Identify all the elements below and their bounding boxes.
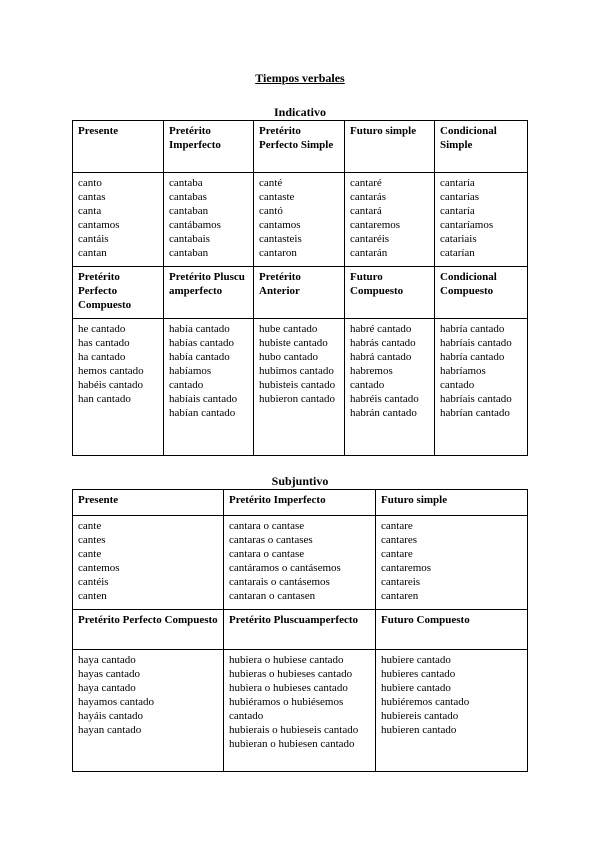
header-cell: Pretérito Perfecto Simple	[254, 121, 345, 173]
conjugation-form: cantaré	[350, 177, 382, 189]
conjugation-form: hubiera o hubieses cantado	[229, 682, 348, 694]
conjugation-form: cantarán	[350, 247, 388, 259]
header-cell: Presente	[73, 490, 224, 516]
conjugation-form: habíais cantado	[169, 393, 238, 405]
conjugation-form: haya cantado	[78, 654, 136, 666]
value-cell	[376, 516, 528, 610]
conjugation-form: cantáramos o cantásemos	[229, 562, 341, 574]
conjugation-form: había cantado	[169, 351, 230, 363]
conjugation-form: cantaba	[169, 177, 203, 189]
conjugation-form: habían cantado	[169, 407, 236, 419]
indicativo-values-row-2	[73, 319, 528, 456]
section-title-indicativo: Indicativo	[273, 105, 326, 119]
conjugation-form: cantaran o cantasen	[229, 590, 316, 602]
header-cell: Pretérito Pluscuamperfecto	[164, 267, 254, 319]
header-cell: Pretérito Imperfecto	[164, 121, 254, 173]
conjugation-form: catarían	[440, 247, 475, 259]
value-cell	[345, 319, 435, 456]
indicativo-values-row-1	[73, 173, 528, 267]
conjugation-form: cantarás	[350, 191, 387, 203]
conjugation-form: hubiera o hubiese cantado	[229, 654, 344, 666]
conjugation-form: cantábamos	[169, 219, 221, 231]
header-cell: Pretérito Imperfecto	[224, 490, 376, 516]
conjugation-form: hubiere cantado	[381, 682, 451, 694]
conjugation-form: haya cantado	[78, 682, 136, 694]
conjugation-form: hubieron cantado	[259, 393, 336, 405]
conjugation-form: hubieran o hubiesen cantado	[229, 738, 355, 750]
conjugation-form: cantas	[78, 191, 106, 203]
value-cell	[73, 650, 224, 772]
conjugation-form: hubiere cantado	[381, 654, 451, 666]
conjugation-form: cante	[78, 548, 102, 560]
value-cell	[73, 319, 164, 456]
conjugation-form: hubo cantado	[259, 351, 318, 363]
subjuntivo-values-row-1	[73, 516, 528, 610]
conjugation-form: canten	[78, 590, 107, 602]
value-cell	[73, 173, 164, 267]
conjugation-form: habré cantado	[350, 323, 412, 335]
conjugation-form: he cantado	[78, 323, 126, 335]
conjugation-form: hubiste cantado	[259, 337, 328, 349]
conjugation-form: cantan	[78, 247, 107, 259]
conjugation-form: cantó	[259, 205, 283, 217]
conjugation-form: cantaréis	[350, 233, 390, 245]
value-cell	[376, 650, 528, 772]
value-cell	[435, 319, 528, 456]
conjugation-form: hubieren cantado	[381, 724, 457, 736]
value-cell	[435, 173, 528, 267]
conjugation-form: cantasteis	[259, 233, 302, 245]
conjugation-form: cantamos	[78, 219, 120, 231]
conjugation-form: ha cantado	[78, 351, 126, 363]
conjugation-form: hayan cantado	[78, 724, 142, 736]
subjuntivo-values-row-2	[73, 650, 528, 772]
conjugation-form: cantares	[381, 534, 418, 546]
conjugation-form: cantara o cantase	[229, 520, 305, 532]
conjugation-form: habréis cantado	[350, 393, 419, 405]
conjugation-form: cantáis	[78, 233, 109, 245]
conjugation-form: habrás cantado	[350, 337, 416, 349]
conjugation-form: había cantado	[169, 323, 230, 335]
conjugation-form: hubiereis cantado	[381, 710, 459, 722]
conjugation-form: hemos cantado	[78, 365, 144, 377]
value-cell	[224, 650, 376, 772]
subjuntivo-table	[72, 489, 528, 772]
value-cell	[164, 173, 254, 267]
conjugation-form: cantará	[350, 205, 382, 217]
conjugation-form: cantarías	[440, 191, 480, 203]
conjugation-form: habríais cantado	[440, 337, 512, 349]
conjugation-form: cantaras o cantases	[229, 534, 313, 546]
subjuntivo-header-row-1	[73, 490, 528, 516]
indicativo-header-row-2	[73, 267, 528, 319]
value-cell	[254, 173, 345, 267]
conjugation-form: habías cantado	[169, 337, 235, 349]
conjugation-form: hubimos cantado	[259, 365, 334, 377]
conjugation-form: hubierais o hubieseis cantado	[229, 724, 359, 736]
conjugation-form: habíamos cantado	[169, 365, 212, 391]
page-title: Tiempos verbales	[255, 71, 345, 85]
conjugation-form: habríamos cantado	[440, 365, 486, 391]
conjugation-form: habéis cantado	[78, 379, 144, 391]
subjuntivo-header-row-2	[73, 610, 528, 650]
conjugation-form: habría cantado	[440, 323, 505, 335]
conjugation-form: catariais	[440, 233, 477, 245]
conjugation-form: hubieres cantado	[381, 668, 456, 680]
conjugation-form: canta	[78, 205, 102, 217]
conjugation-form: cantaremos	[350, 219, 401, 231]
conjugation-form: cantaban	[169, 247, 209, 259]
value-cell	[73, 516, 224, 610]
conjugation-form: habrán cantado	[350, 407, 417, 419]
conjugation-form: habremos cantado	[350, 365, 393, 391]
header-cell: Futuro Compuesto	[345, 267, 435, 319]
conjugation-form: cantabais	[169, 233, 210, 245]
header-cell: Pretérito Perfecto Compuesto	[73, 610, 224, 650]
conjugation-form: cantes	[78, 534, 106, 546]
conjugation-form: cantare	[381, 548, 413, 560]
conjugation-form: hayamos cantado	[78, 696, 155, 708]
value-cell	[164, 319, 254, 456]
conjugation-form: cantemos	[78, 562, 120, 574]
header-cell: Pretérito Perfecto Compuesto	[73, 267, 164, 319]
indicativo-table	[72, 120, 528, 456]
conjugation-form: cantabas	[169, 191, 207, 203]
conjugation-form: cantaron	[259, 247, 297, 259]
conjugation-form: cantamos	[259, 219, 301, 231]
header-cell: Pretérito Pluscuamperfecto	[224, 610, 376, 650]
conjugation-form: habrían cantado	[440, 407, 510, 419]
conjugation-form: cantaremos	[381, 562, 432, 574]
conjugation-form: hubisteis cantado	[259, 379, 336, 391]
conjugation-form: habrá cantado	[350, 351, 412, 363]
header-cell: Futuro simple	[345, 121, 435, 173]
conjugation-form: canté	[259, 177, 283, 189]
header-cell: Futuro simple	[376, 490, 528, 516]
conjugation-form: cantarais o cantásemos	[229, 576, 330, 588]
conjugation-form: cantaban	[169, 205, 209, 217]
conjugation-form: cantara o cantase	[229, 548, 305, 560]
conjugation-form: cantaría	[440, 205, 475, 217]
conjugation-form: cantareis	[381, 576, 421, 588]
header-cell: Condicional Simple	[435, 121, 528, 173]
conjugation-form: has cantado	[78, 337, 130, 349]
conjugation-form: cantaren	[381, 590, 419, 602]
header-cell: Condicional Compuesto	[435, 267, 528, 319]
conjugation-form: canto	[78, 177, 102, 189]
section-title-subjuntivo: Subjuntivo	[271, 474, 329, 488]
conjugation-form: hayas cantado	[78, 668, 140, 680]
conjugation-form: cantaríamos	[440, 219, 494, 231]
value-cell	[224, 516, 376, 610]
value-cell	[254, 319, 345, 456]
value-cell	[345, 173, 435, 267]
conjugation-form: hube cantado	[259, 323, 318, 335]
conjugation-form: hubieras o hubieses cantado	[229, 668, 353, 680]
conjugation-form: cantaste	[259, 191, 295, 203]
conjugation-form: habría cantado	[440, 351, 505, 363]
header-cell: Presente	[73, 121, 164, 173]
header-cell: Pretérito Anterior	[254, 267, 345, 319]
conjugation-form: cantare	[381, 520, 413, 532]
indicativo-header-row-1	[73, 121, 528, 173]
conjugation-form: cante	[78, 520, 102, 532]
conjugation-form: habríais cantado	[440, 393, 512, 405]
conjugation-form: hayáis cantado	[78, 710, 144, 722]
conjugation-form: han cantado	[78, 393, 131, 405]
conjugation-form: hubiéremos cantado	[381, 696, 470, 708]
conjugation-form: cantéis	[78, 576, 109, 588]
header-cell: Futuro Compuesto	[376, 610, 528, 650]
conjugation-form: cantaría	[440, 177, 475, 189]
conjugation-form: hubiéramos o hubiésemos cantado	[229, 696, 344, 722]
